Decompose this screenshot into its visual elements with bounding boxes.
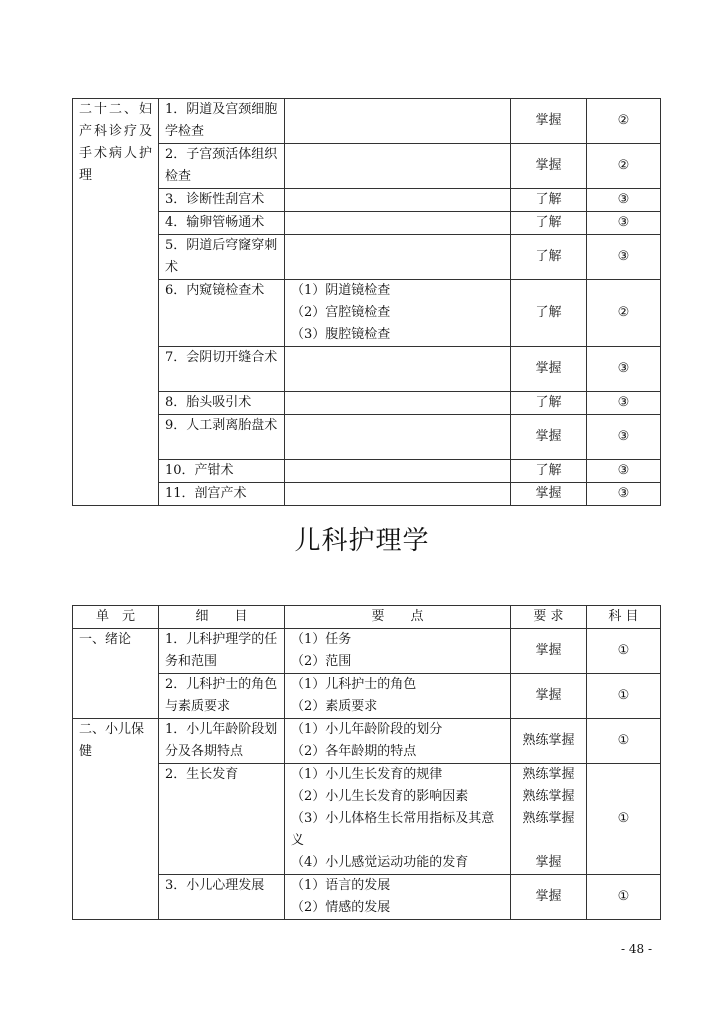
- requirement-cell: 了解: [511, 392, 587, 415]
- points-cell: [285, 460, 511, 483]
- item-cell: 2．生长发育: [159, 764, 285, 875]
- points-cell: [285, 144, 511, 189]
- page-number: - 48 -: [620, 942, 652, 956]
- points-cell: [285, 415, 511, 460]
- table-row: [73, 875, 661, 920]
- requirement-cell: 掌握: [511, 875, 587, 920]
- table-row: [73, 415, 661, 460]
- subject-cell: ③: [587, 212, 661, 235]
- unit-cell: 一、绪论: [73, 629, 159, 719]
- point-line: （2）范围: [291, 654, 352, 669]
- item-cell: 3．诊断性刮宫术: [159, 189, 285, 212]
- points-cell: [285, 392, 511, 415]
- requirement-line: 掌握: [535, 855, 562, 870]
- header-item: 细 目: [159, 606, 285, 629]
- requirement-cell: 掌握: [511, 415, 587, 460]
- item-cell: 3．小儿心理发展: [159, 875, 285, 920]
- subject-cell: ②: [587, 144, 661, 189]
- item-cell: 4．输卵管畅通术: [159, 212, 285, 235]
- points-cell: [285, 719, 511, 764]
- subject-cell: ③: [587, 483, 661, 506]
- subject-cell: ③: [587, 235, 661, 280]
- item-cell: 8．胎头吸引术: [159, 392, 285, 415]
- item-cell: 6．内窥镜检查术: [159, 280, 285, 347]
- item-cell: 10．产钳术: [159, 460, 285, 483]
- subject-cell: ③: [587, 415, 661, 460]
- requirement-cell: 了解: [511, 212, 587, 235]
- header-subject: 科 目: [587, 606, 661, 629]
- subject-cell: ③: [587, 460, 661, 483]
- item-cell: 11．剖宫产术: [159, 483, 285, 506]
- subject-cell: ②: [587, 280, 661, 347]
- item-cell: 2．儿科护士的角色与素质要求: [159, 674, 285, 719]
- requirement-line: 熟练掌握: [522, 767, 575, 782]
- table-row: [73, 99, 661, 144]
- table-row: [73, 347, 661, 392]
- point-line: （3）腹腔镜检查: [291, 327, 391, 342]
- points-cell: [285, 212, 511, 235]
- points-cell: [285, 235, 511, 280]
- item-cell: 7．会阴切开缝合术: [159, 347, 285, 392]
- points-cell: [285, 347, 511, 392]
- requirement-cell: 掌握: [511, 674, 587, 719]
- point-line: （1）阴道镜检查: [291, 283, 391, 298]
- requirement-line: 熟练掌握: [522, 811, 575, 826]
- requirement-cell: 了解: [511, 280, 587, 347]
- item-cell: 2．子宫颈活体组织检查: [159, 144, 285, 189]
- table-row: [73, 392, 661, 415]
- points-cell: [285, 189, 511, 212]
- table-row: [73, 764, 661, 875]
- gyn-procedures-table: [72, 98, 661, 506]
- requirement-cell: 熟练掌握: [511, 719, 587, 764]
- subject-cell: ③: [587, 347, 661, 392]
- points-cell: [285, 629, 511, 674]
- point-line: （1）任务: [291, 632, 352, 647]
- point-line: （1）小儿生长发育的规律: [291, 767, 443, 782]
- point-line: （2）宫腔镜检查: [291, 305, 391, 320]
- points-cell: [285, 483, 511, 506]
- requirement-cell: 了解: [511, 235, 587, 280]
- requirement-line: 熟练掌握: [522, 789, 575, 804]
- header-points: 要 点: [285, 606, 511, 629]
- item-cell: 1．小儿年龄阶段划分及各期特点: [159, 719, 285, 764]
- subject-cell: ③: [587, 392, 661, 415]
- requirement-cell: 掌握: [511, 99, 587, 144]
- table-row: [73, 189, 661, 212]
- point-line: （2）情感的发展: [291, 900, 391, 915]
- requirement-cell: 了解: [511, 460, 587, 483]
- requirement-line: [517, 830, 580, 852]
- item-cell: 1．阴道及宫颈细胞学检查: [159, 99, 285, 144]
- section-title: 儿科护理学: [294, 526, 430, 556]
- points-cell: [285, 875, 511, 920]
- subject-cell: ①: [587, 764, 661, 875]
- subject-cell: ①: [587, 875, 661, 920]
- item-cell: 1．儿科护理学的任务和范围: [159, 629, 285, 674]
- subject-cell: ①: [587, 674, 661, 719]
- points-cell: [285, 674, 511, 719]
- header-unit: 单 元: [73, 606, 159, 629]
- header-row: [73, 606, 661, 629]
- pediatric-nursing-table: [72, 605, 661, 920]
- point-line: （1）儿科护士的角色: [291, 677, 417, 692]
- point-line: （1）语言的发展: [291, 878, 391, 893]
- point-line: （2）小儿生长发育的影响因素: [291, 789, 469, 804]
- subject-cell: ①: [587, 719, 661, 764]
- requirement-cell: [511, 764, 587, 875]
- point-line: （3）小儿体格生长常用指标及其意义: [291, 811, 495, 848]
- subject-cell: ③: [587, 189, 661, 212]
- table-row: [73, 460, 661, 483]
- item-cell: 9．人工剥离胎盘术: [159, 415, 285, 460]
- table-row: [73, 280, 661, 347]
- table-row: [73, 674, 661, 719]
- point-line: （1）小儿年龄阶段的划分: [291, 722, 443, 737]
- requirement-cell: 掌握: [511, 629, 587, 674]
- unit-cell: 二、小儿保健: [73, 719, 159, 920]
- points-cell: [285, 99, 511, 144]
- item-cell: 5．阴道后穹窿穿刺术: [159, 235, 285, 280]
- table-row: [73, 719, 661, 764]
- point-line: （2）各年龄期的特点: [291, 744, 417, 759]
- subject-cell: ①: [587, 629, 661, 674]
- table-row: [73, 144, 661, 189]
- points-cell: [285, 764, 511, 875]
- table-row: [73, 629, 661, 674]
- points-cell: [285, 280, 511, 347]
- point-line: （2）素质要求: [291, 699, 378, 714]
- requirement-cell: 掌握: [511, 347, 587, 392]
- subject-cell: ②: [587, 99, 661, 144]
- requirement-cell: 了解: [511, 189, 587, 212]
- header-requirement: 要 求: [511, 606, 587, 629]
- requirement-cell: 掌握: [511, 144, 587, 189]
- table-row: [73, 212, 661, 235]
- table-row: [73, 235, 661, 280]
- requirement-cell: 掌握: [511, 483, 587, 506]
- table-row: [73, 483, 661, 506]
- unit-cell: 二十二、妇产科诊疗及手术病人护理: [73, 99, 159, 506]
- point-line: （4）小儿感觉运动功能的发育: [291, 855, 469, 870]
